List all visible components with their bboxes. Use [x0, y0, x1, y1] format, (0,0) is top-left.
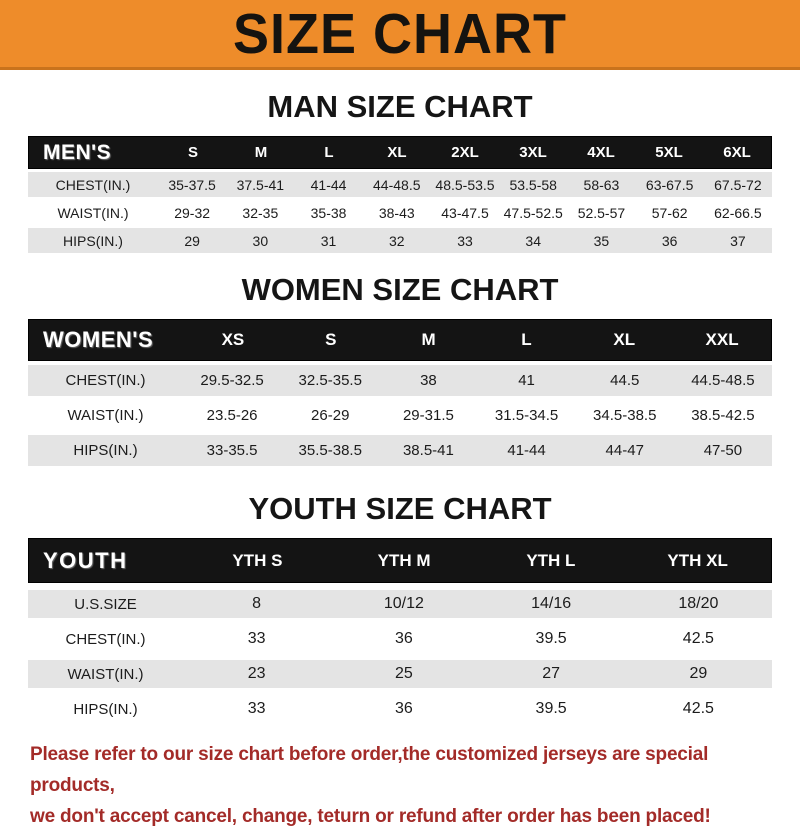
table-cell: 29-31.5: [402, 407, 454, 424]
youth-corner-label: YOUTH: [43, 547, 128, 573]
table-cell: 34.5-38.5: [593, 407, 657, 424]
youth-table-header-row: [28, 538, 772, 583]
column-header: XL: [387, 144, 407, 161]
table-row: [28, 590, 772, 618]
table-cell: 35-38: [310, 204, 347, 221]
table-cell: 33: [457, 232, 473, 249]
women-table-header-row: [28, 319, 772, 361]
size-chart-banner: [0, 0, 800, 70]
column-header: 5XL: [655, 144, 683, 161]
table-cell: 10/12: [383, 595, 424, 612]
table-cell: 44.5: [610, 372, 640, 389]
column-header: XXL: [705, 330, 739, 349]
table-cell: 33: [247, 630, 266, 647]
disclaimer-note: [30, 739, 772, 832]
row-label: HIPS(IN.): [63, 232, 123, 249]
table-cell: 30: [252, 232, 269, 249]
table-cell: 23: [247, 665, 266, 682]
column-header: 3XL: [519, 144, 547, 161]
table-cell: 41: [518, 372, 535, 389]
table-row: [28, 695, 772, 723]
table-cell: 14/16: [531, 595, 572, 612]
row-label: U.S.SIZE: [74, 595, 137, 613]
table-cell: 35.5-38.5: [298, 442, 362, 459]
table-cell: 47.5-52.5: [503, 204, 563, 221]
table-cell: 44.5-48.5: [691, 372, 755, 389]
table-cell: 38-43: [378, 204, 415, 221]
column-header: YTH L: [526, 550, 576, 570]
table-cell: 26-29: [311, 407, 350, 424]
table-cell: 37.5-41: [236, 176, 285, 193]
column-header: YTH S: [232, 550, 283, 570]
table-cell: 25: [394, 665, 413, 682]
table-cell: 27: [542, 665, 561, 682]
table-cell: 38.5-42.5: [691, 407, 755, 424]
table-cell: 33-35.5: [206, 442, 258, 459]
women-section-heading: WOMEN SIZE CHART: [241, 272, 559, 307]
row-label: HIPS(IN.): [73, 700, 138, 718]
youth-size-table: [28, 538, 772, 723]
women-size-table: [28, 319, 772, 466]
table-cell: 38.5-41: [402, 442, 454, 459]
row-label: CHEST(IN.): [55, 176, 131, 193]
row-label: WAIST(IN.): [67, 407, 144, 424]
women-size-section: [0, 273, 800, 466]
men-size-section: [0, 90, 800, 253]
table-row: [28, 365, 772, 396]
table-cell: 37: [730, 232, 746, 249]
youth-size-section: [0, 492, 800, 723]
table-cell: 34: [525, 232, 541, 249]
column-header: YTH M: [377, 550, 431, 570]
table-cell: 29: [689, 665, 708, 682]
table-cell: 32: [388, 232, 405, 249]
table-row: [28, 172, 772, 197]
disclaimer-line-1: Please refer to our size chart before order,the customized jerseys are special products,: [30, 744, 709, 796]
column-header: XL: [613, 330, 636, 349]
table-cell: 39.5: [535, 630, 567, 647]
table-cell: 42.5: [682, 700, 714, 717]
row-label: HIPS(IN.): [73, 442, 138, 459]
youth-section-heading: YOUTH SIZE CHART: [248, 491, 552, 526]
table-cell: 63-67.5: [645, 176, 694, 193]
table-cell: 31.5-34.5: [494, 407, 559, 424]
table-cell: 32.5-35.5: [298, 372, 362, 389]
table-cell: 23.5-26: [206, 407, 258, 424]
column-header: M: [254, 144, 268, 161]
table-cell: 36: [394, 630, 413, 647]
table-cell: 62-66.5: [714, 204, 762, 221]
men-section-heading: MAN SIZE CHART: [267, 89, 533, 124]
men-table-header-row: [28, 136, 772, 169]
row-label: WAIST(IN.): [57, 204, 129, 221]
table-cell: 8: [252, 595, 262, 612]
column-header: YTH XL: [667, 550, 728, 570]
table-cell: 48.5-53.5: [435, 176, 495, 193]
table-cell: 44-47: [605, 442, 644, 459]
table-cell: 38: [420, 372, 437, 389]
table-cell: 35-37.5: [168, 176, 216, 193]
table-row: [28, 228, 772, 253]
table-cell: 57-62: [651, 204, 688, 221]
table-row: [28, 660, 772, 688]
men-corner-label: MEN'S: [43, 140, 112, 164]
table-cell: 31: [320, 232, 337, 249]
column-header: 4XL: [587, 144, 615, 161]
table-cell: 47-50: [703, 442, 743, 459]
table-cell: 43-47.5: [441, 204, 489, 221]
table-cell: 35: [593, 232, 610, 249]
column-header: S: [325, 330, 337, 349]
women-corner-label: WOMEN'S: [43, 327, 154, 352]
row-label: CHEST(IN.): [65, 372, 146, 389]
table-cell: 52.5-57: [577, 204, 626, 221]
column-header: 2XL: [451, 144, 479, 161]
table-row: [28, 435, 772, 466]
table-cell: 53.5-58: [509, 176, 557, 193]
column-header: L: [521, 330, 532, 349]
table-cell: 29-32: [174, 204, 211, 221]
table-cell: 18/20: [678, 595, 719, 612]
table-cell: 36: [661, 232, 678, 249]
column-header: XS: [221, 330, 245, 349]
column-header: M: [421, 330, 436, 349]
table-cell: 29: [184, 232, 200, 249]
table-row: [28, 400, 772, 431]
table-cell: 42.5: [682, 630, 714, 647]
banner-title: SIZE CHART: [233, 2, 567, 66]
table-cell: 36: [394, 700, 413, 717]
table-row: [28, 625, 772, 653]
column-header: L: [324, 144, 334, 161]
table-cell: 41-44: [310, 176, 347, 193]
row-label: CHEST(IN.): [65, 630, 146, 648]
table-cell: 58-63: [583, 176, 620, 193]
table-cell: 29.5-32.5: [200, 372, 264, 389]
column-header: 6XL: [723, 144, 751, 161]
disclaimer-line-2: we don't accept cancel, change, teturn or refund after order has been placed!: [30, 806, 711, 827]
table-cell: 32-35: [242, 204, 279, 221]
men-size-table: [28, 136, 772, 253]
table-cell: 41-44: [507, 442, 546, 459]
column-header: S: [187, 144, 198, 161]
table-cell: 39.5: [535, 700, 567, 717]
table-cell: 44-48.5: [373, 176, 421, 193]
table-cell: 33: [247, 700, 266, 717]
row-label: WAIST(IN.): [67, 665, 144, 683]
table-row: [28, 200, 772, 225]
table-cell: 67.5-72: [714, 176, 762, 193]
